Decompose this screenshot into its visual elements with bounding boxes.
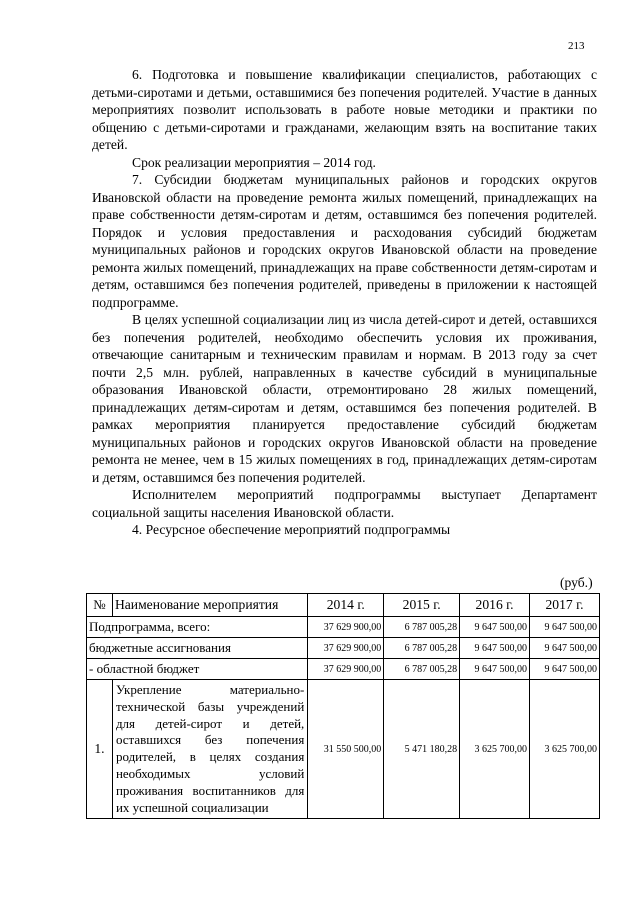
header-year: 2016 г. <box>460 594 530 617</box>
item-number: 1. <box>87 680 113 819</box>
row-label: Подпрограмма, всего: <box>87 617 308 638</box>
resource-table <box>86 593 600 819</box>
table-row <box>87 680 600 819</box>
cell-value: 9 647 500,00 <box>530 659 600 680</box>
cell-value: 9 647 500,00 <box>460 638 530 659</box>
header-name: Наименование мероприятия <box>112 594 307 617</box>
paragraph: 7. Субсидии бюджетам муниципальных районов и городских округов Ивановской области на проведение ремонта жилых помещений, принадлежащих на праве собственности детям-сиротам и детям, оставшимся без попечения родителей. Порядок и условия предоставления и расходования субсидий бюджетам муниципальных районов и городских округов Ивановской области на проведение ремонта жилых помещений, принадлежащих на праве собственности детям-сиротам и детям, оставшимся без попечения родителей, приведены в приложении к настоящей подпрограмме. <box>92 172 597 310</box>
currency-unit: (руб.) <box>560 575 593 590</box>
cell-value: 3 625 700,00 <box>530 680 600 819</box>
document-body <box>92 66 597 539</box>
paragraph: В целях успешной социализации лиц из числа детей-сирот и детей, оставшихся без попечения родителей, необходимо обеспечить условия их проживания, отвечающие санитарным и техническим правилам и нормам. В 2013 году за счет почти 2,5 млн. рублей, направленных в качестве субсидий в муниципальные образования Ивановской области, отремонтировано 28 жилых помещений, принадлежащих детям-сиротам и детям, оставшимся без попечения родителей. В рамках мероприятия планируется предоставление субсидий бюджетам муниципальных районов и городских округов Ивановской области на проведение ремонта не менее, чем в 15 жилых помещениях в год, принадлежащих детям-сиротам и детям, оставшимся без попечения родителей. <box>92 312 597 485</box>
table-row <box>87 638 600 659</box>
table-header-row <box>87 594 600 617</box>
cell-value: 3 625 700,00 <box>460 680 530 819</box>
item-name: Укрепление материально-технической базы учреждений для детей-сирот и детей, оставшихся без попечения родителей, в целях создания необходимых условий проживания воспитанников для их успешной социализации <box>112 680 307 819</box>
cell-value: 6 787 005,28 <box>384 638 460 659</box>
cell-value: 6 787 005,28 <box>384 617 460 638</box>
table-row <box>87 617 600 638</box>
cell-value: 37 629 900,00 <box>308 659 384 680</box>
header-year: 2014 г. <box>308 594 384 617</box>
cell-value: 37 629 900,00 <box>308 617 384 638</box>
cell-value: 6 787 005,28 <box>384 659 460 680</box>
header-year: 2015 г. <box>384 594 460 617</box>
section-heading: 4. Ресурсное обеспечение мероприятий подпрограммы <box>132 522 451 537</box>
cell-value: 31 550 500,00 <box>308 680 384 819</box>
cell-value: 9 647 500,00 <box>460 659 530 680</box>
page-number: 213 <box>568 40 585 52</box>
cell-value: 9 647 500,00 <box>530 617 600 638</box>
header-number: № <box>87 594 113 617</box>
header-year: 2017 г. <box>530 594 600 617</box>
cell-value: 5 471 180,28 <box>384 680 460 819</box>
cell-value: 9 647 500,00 <box>460 617 530 638</box>
table-row <box>87 659 600 680</box>
cell-value: 9 647 500,00 <box>530 638 600 659</box>
cell-value: 37 629 900,00 <box>308 638 384 659</box>
paragraph: 6. Подготовка и повышение квалификации специалистов, работающих с детьми-сиротами и детьми, оставшимися без попечения родителей. Участие в данных мероприятиях позволит использовать в работе новые методики и практики по общению с детьми-сиротами и гражданами, желающим взять на воспитание таких детей. <box>92 67 597 152</box>
paragraph: Срок реализации мероприятия – 2014 год. <box>132 154 376 170</box>
paragraph: Исполнителем мероприятий подпрограммы выступает Департамент социальной защиты населения Ивановской области. <box>92 487 597 520</box>
row-label: бюджетные ассигнования <box>87 638 308 659</box>
row-label: - областной бюджет <box>87 659 308 680</box>
